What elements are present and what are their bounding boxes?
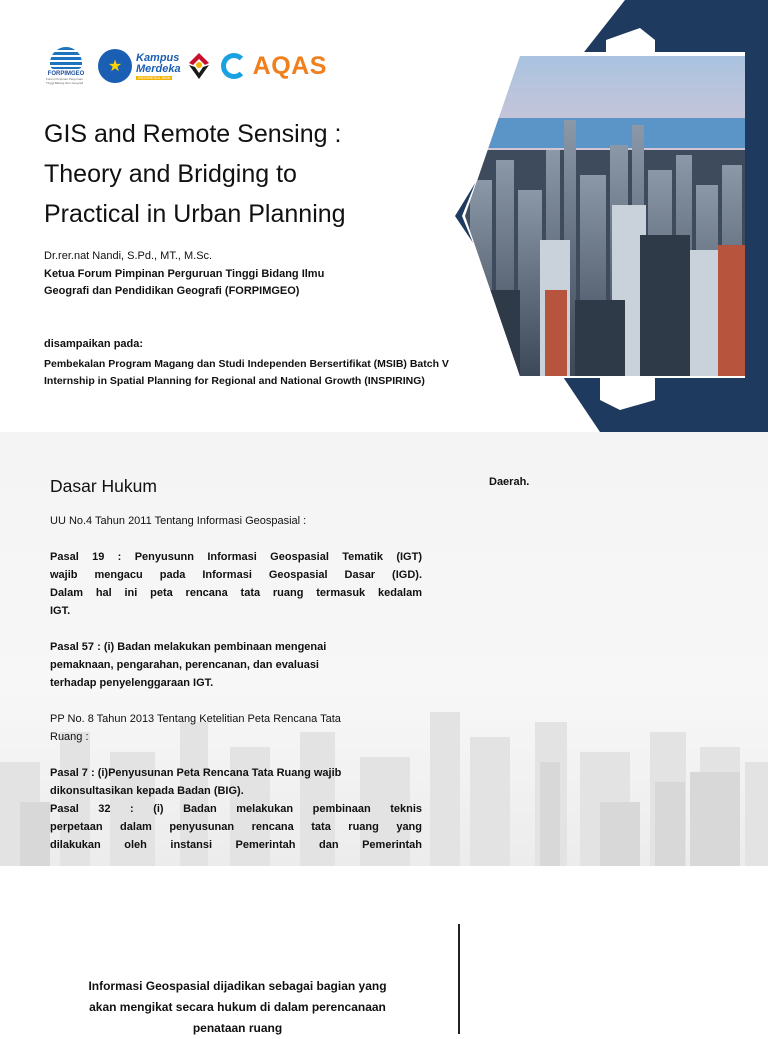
title-line: GIS and Remote Sensing : (44, 120, 342, 148)
pasal-line: Pasal 7 : (i)Penyusunan Peta Rencana Tata Ruang wajib (50, 767, 342, 779)
presentation-title (44, 114, 454, 234)
author-affiliation: Ketua Forum Pimpinan Perguruan Tinggi Bidang Ilmu Geografi dan Pendidikan Geografi (FORPIMGEO) (44, 268, 325, 297)
forpimgeo-logo: FORPIMGEO Forum Pimpinan Perguruan Tinggi Bidang Ilmu Geografi (46, 46, 86, 86)
pasal-line: pemaknaan, pengarahan, perencanan, dan evaluasi (50, 659, 319, 671)
author-name: Dr.rer.nat Nandi, S.Pd., MT., M.Sc. (44, 250, 213, 262)
law-reference: UU No.4 Tahun 2011 Tentang Informasi Geospasial : (50, 515, 307, 527)
event-description: Pembekalan Program Magang dan Studi Independen Bersertifikat (MSIB) Batch V Internship in Spatial Planning for Regional and National Growth (INSPIRING) (44, 358, 449, 387)
logo-row (46, 44, 327, 88)
pasal-line: terhadap penyelenggaraan IGT. (50, 677, 214, 689)
pasal-line: dikonsultasikan kepada Badan (BIG). (50, 785, 244, 797)
slide-title: Dasar Hukum (50, 476, 157, 496)
city-photo (460, 56, 750, 381)
pasal-line: Pasal 19 : Penyusunn Informasi Geospasial Tematik (IGT) (50, 551, 422, 563)
pasal-line: IGT. (50, 605, 71, 617)
vertical-divider (458, 924, 460, 1034)
continued-text: Daerah. (489, 476, 530, 488)
title-slide (0, 0, 768, 432)
pasal-line: wajib mengacu pada Informasi Geospasial Dasar (IGD). (50, 569, 422, 581)
kampus-merdeka-logo: Kampus Merdeka INDONESIA JAYA (136, 51, 181, 80)
law-reference: Ruang : (50, 731, 89, 743)
pasal-line: Pasal 57 : (i) Badan melakukan pembinaan mengenai (50, 641, 327, 653)
legal-basis-body (50, 512, 422, 854)
pasal-line: dilakukan oleh instansi Pemerintah dan Pemerintah (50, 839, 422, 851)
upi-logo (185, 51, 213, 81)
pasal-line: Dalam hal ini peta rencana tata ruang termasuk kedalam (50, 587, 422, 599)
title-line: Practical in Urban Planning (44, 200, 346, 228)
delivered-label: disampaikan pada: (44, 338, 144, 350)
tut-wuri-handayani-logo: ★ (98, 49, 132, 83)
g-circle-logo (221, 53, 247, 79)
title-line: Theory and Bridging to (44, 160, 297, 188)
pasal-line: Pasal 32 : (i) Badan melakukan pembinaan teknis (50, 803, 422, 815)
summary-text: Informasi Geospasial dijadikan sebagai bagian yang akan mengikat secara hukum di dalam perencanaan penataan ruang (88, 979, 387, 1035)
pasal-line: perpetaan dalam penyusunan rencana tata ruang yang (50, 821, 422, 833)
legal-basis-slide (0, 432, 768, 866)
summary-slide (0, 866, 768, 1035)
aqas-logo: AQAS (252, 51, 327, 80)
law-reference: PP No. 8 Tahun 2013 Tentang Ketelitian Peta Rencana Tata (50, 713, 341, 725)
